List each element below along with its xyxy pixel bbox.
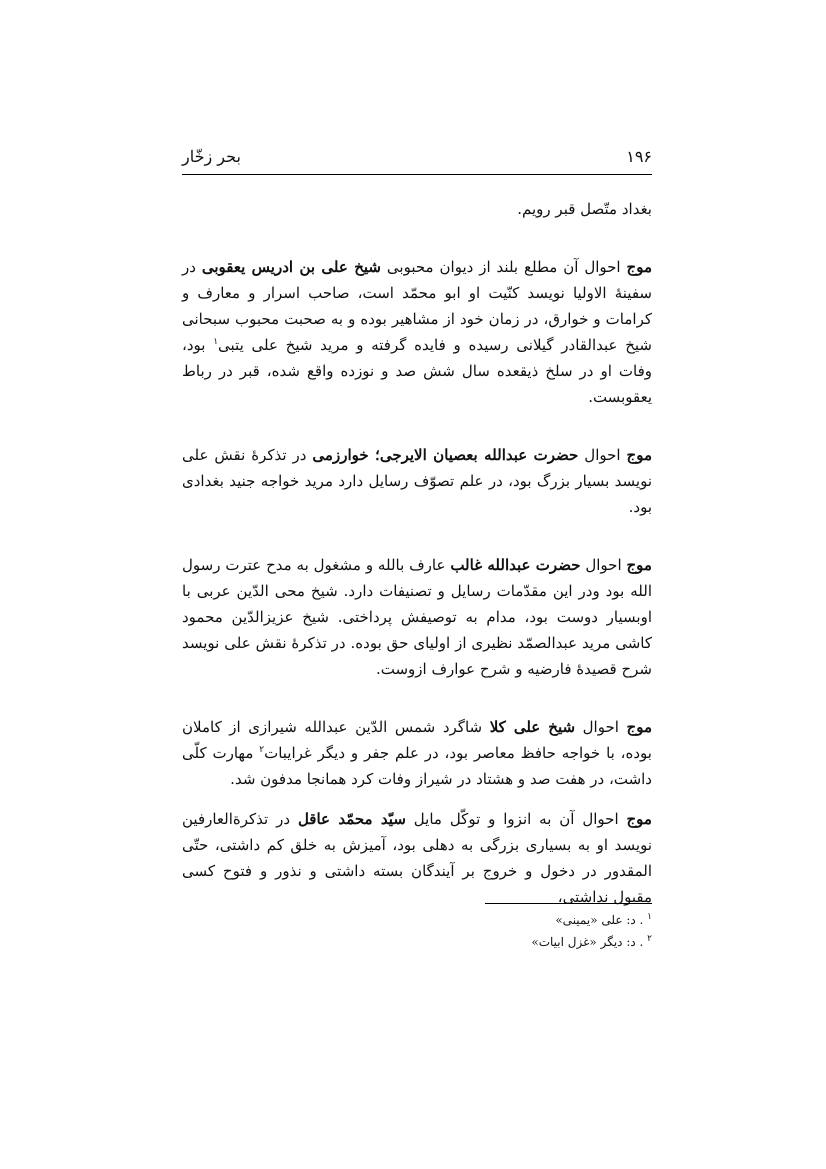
paragraph-2 bbox=[182, 442, 652, 520]
footnote-text: . د: دیگر «غزل ابیات» bbox=[531, 935, 644, 949]
paragraph-text: احوال آن به انزوا و توکّل مایل bbox=[413, 810, 619, 828]
mawj-marker: موج bbox=[626, 810, 652, 828]
running-header bbox=[182, 147, 652, 171]
paragraph-text: احوال bbox=[584, 446, 621, 464]
person-name: حضرت عبدالله غالب bbox=[450, 556, 581, 574]
mawj-marker: موج bbox=[626, 446, 652, 464]
paragraph-text: احوال bbox=[585, 556, 622, 574]
footnote-text: . د: علی «یمینی» bbox=[555, 913, 644, 927]
paragraph-text: مهارت کلّی داشت، در هفت صد و هشتاد در شیراز وفات کرد همانجا مدفون شد. bbox=[182, 744, 652, 788]
footnote-1 bbox=[182, 909, 652, 931]
paragraph-text: شاگرد شمس الدّین عبدالله شیرازی از کاملان بوده، با خواجه حافظ معاصر بود، در علم جفر و دیگر غرایبات bbox=[182, 718, 652, 762]
paragraph-text: در تذکرةالعارفین نویسد او به بسیاری بزرگی به دهلی بود، آمیزش به خلق کم داشتی، حتّی المقدور در دخول و خروج بر آیندگان بسته داشتی و نذور و فتوح کسی مقبول نداشتی، bbox=[182, 810, 652, 906]
paragraph-text: بود، وفات او در سلخ ذیقعده سال شش صد و نوزده واقع شده، قبر در رباط یعقوبست. bbox=[182, 336, 652, 406]
person-name: حضرت عبدالله بعصیان الایرجی؛ خوارزمی bbox=[312, 446, 579, 464]
paragraph-4 bbox=[182, 714, 652, 792]
mawj-marker: موج bbox=[626, 718, 652, 736]
paragraph-text: احوال آن مطلع بلند از دیوان محبوبی bbox=[386, 258, 621, 276]
footnotes bbox=[182, 909, 652, 953]
person-name: شیخ علی کلا bbox=[489, 718, 576, 736]
paragraph-text: عارف بالله و مشغول به مدح عترت رسول الله بود ودر این مقدّمات رسایل و تصنیفات دارد. شیخ محی الدّین عربی با اوبسیار دوست بود، مدام به توصیفش پرداختی. شیخ عزیزالدّین محمود کاشی مرید عبدالصمّد نظیری از اولیای حق بوده. در تذکرهٔ نقش علی نویسد شرح قصیدهٔ فارضیه و شرح عوارف ازوست. bbox=[182, 556, 652, 678]
header-rule bbox=[182, 174, 652, 175]
person-name: سیّد محمّد عاقل bbox=[297, 810, 406, 828]
paragraph-1 bbox=[182, 254, 652, 410]
footnote-ref: ۲ bbox=[259, 745, 265, 755]
paragraph-text: در سفینهٔ الاولیا نویسد کنّیت او ابو محمّد است، صاحب اسرار و معارف و کرامات و خوارق، در زمان خود از مشاهیر بوده و به صحبت محبوب سبحانی شیخ عبدالقادر گیلانی رسیده و فایده گرفته و مرید شیخ علی یتبی bbox=[182, 258, 652, 354]
paragraph-text: در تذکرهٔ نقش علی نویسد بسیار بزرگ بود، در علم تصوّف رسایل دارد مرید خواجه جنید بغدادی بود. bbox=[182, 446, 652, 516]
person-name: شیخ علی بن ادریس یعقوبی bbox=[201, 258, 381, 276]
footnote-number: ۲ bbox=[647, 934, 652, 944]
paragraph-3 bbox=[182, 552, 652, 682]
paragraph-text: احوال bbox=[582, 718, 619, 736]
footnote-number: ۱ bbox=[647, 912, 652, 922]
book-title: بحر زخّار bbox=[182, 147, 241, 166]
paragraph-5 bbox=[182, 806, 652, 910]
footnote-ref: ۱ bbox=[213, 337, 219, 347]
body-text bbox=[182, 196, 652, 910]
mawj-marker: موج bbox=[626, 258, 652, 276]
footnote-2 bbox=[182, 931, 652, 953]
intro-line: بغداد متّصل قبر رویم. bbox=[517, 200, 652, 218]
mawj-marker: موج bbox=[626, 556, 652, 574]
page-number: ۱۹۶ bbox=[626, 147, 652, 166]
footnote-rule bbox=[485, 903, 652, 904]
